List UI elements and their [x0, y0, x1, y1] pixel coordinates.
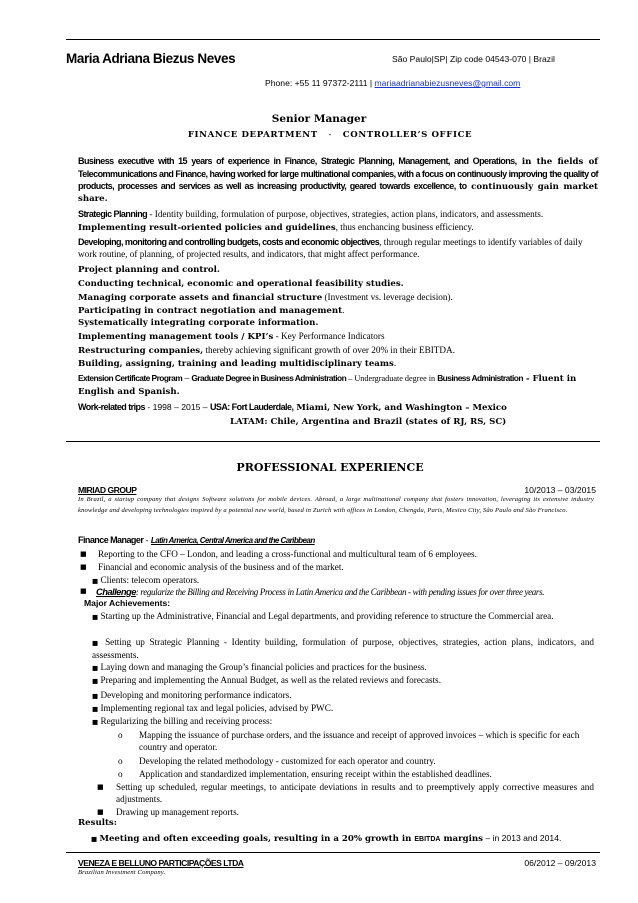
department-right: CONTROLLER’S OFFICE	[342, 130, 473, 140]
square-bullet-icon: ■	[97, 808, 104, 816]
summary-item	[78, 358, 598, 371]
trips-years: - 1998 – 2015 –	[144, 402, 210, 412]
sub-item: Mapping the issuance of purchase orders, and the issuance and receipt of approved invoices – which is specific for each country and operator.	[139, 730, 580, 752]
top-rule	[66, 39, 600, 40]
circle-bullet-icon: o	[118, 730, 123, 740]
email-link[interactable]: mariaadrianabiezusneves@gmail.com	[374, 78, 521, 88]
position-dash: -	[143, 535, 151, 545]
circle-bullet-icon: o	[118, 769, 123, 779]
achievement-item	[92, 637, 594, 662]
job-description: Brazilian Investment Company.	[78, 869, 166, 876]
edu-sep: –	[182, 373, 192, 383]
results-heading: Results:	[78, 818, 117, 828]
summary-item	[78, 305, 598, 318]
sp-text: - Identity building, formulation of purpose, objectives, strategies, action plans, indicators, and assessments.	[147, 209, 544, 219]
budget-label: Developing, monitoring and controlling budgets, costs and economic objectives	[78, 237, 380, 247]
job-dates: 10/2013 – 03/2015	[524, 485, 596, 495]
achievement-text: Preparing and implementing the Annual Budget, as well as the related reviews and forecasts.	[100, 675, 442, 685]
square-bullet-icon: ■	[80, 550, 87, 558]
trips-cities: Miami, New York, and Washington – Mexico	[293, 403, 507, 413]
achievement-text: Laying down and managing the Group’s financial policies and practices for the business.	[100, 662, 427, 672]
bullet-icon: ■	[92, 692, 99, 700]
result-oriented: Implementing result-oriented policies and guidelines	[78, 223, 336, 233]
phone: Phone: +55 11 97372-2111 |	[265, 78, 373, 88]
intro-part-c: Telecommunications and Finance, having worked for large multinational companies, with a focus on continuously improving	[78, 168, 548, 179]
achievement-item	[92, 611, 594, 624]
summary-intro	[78, 156, 598, 206]
achievement-text: Setting up Strategic Planning - Identity building, formulation of purpose, objectives, strategies, action plans, indicators, and assessments.	[92, 637, 595, 660]
bullet-icon: ■	[92, 639, 101, 647]
intro-part-e: continuously gain market share.	[78, 181, 599, 205]
bullet-icon: ■	[92, 677, 99, 685]
sub-item: Application and standardized implementation, ensuring receipt within the established deadlines.	[139, 769, 492, 779]
edu-extension: Extension Certificate Program	[78, 373, 183, 383]
trips-usa: USA: Fort Lauderdale,	[209, 402, 294, 412]
bullet-icon: ■	[92, 718, 99, 726]
result-margins: margins	[440, 834, 483, 844]
section-rule	[66, 441, 600, 442]
job-company: VENEZA E BELLUNO PARTICIPAÇÕES LTDA	[78, 858, 244, 868]
summary-item: Systematically integrating corporate information.	[78, 318, 319, 328]
result-line	[91, 833, 561, 846]
contact-line	[265, 78, 520, 88]
bullet-text: Reporting to the CFO – London, and leading a cross-functional and multicultural team of 6 employees.	[98, 549, 477, 559]
job-description: In Brazil, a startup company that designs Software solutions for mobile devices. Abroad, a large multinational company that fosters innovation, leveraging its extensive industry knowledge and developing technologies inspired by a potential new world, based in Zurich with offices in London, Chengdu, Paris, Mexico City, São Paulo and São Francisco.	[78, 496, 594, 514]
clients-text: Clients: telecom operators.	[100, 575, 200, 585]
trips-line	[78, 402, 598, 415]
department-dash: -	[328, 130, 333, 140]
summary-item	[78, 292, 598, 305]
challenge-label: Challenge	[96, 586, 136, 597]
summary-item	[78, 345, 598, 358]
restructuring-tail: thereby achieving significant growth of over 20% in their EBITDA.	[203, 345, 455, 355]
bullet-icon: ■	[92, 577, 99, 585]
trips-label: Work-related trips	[78, 402, 145, 412]
strategic-planning-line	[78, 209, 598, 221]
achievement-text: Implementing regional tax and legal policies, advised by PWC.	[100, 703, 334, 713]
circle-bullet-icon: o	[118, 756, 123, 766]
assets-tail: (Investment vs. leverage decision).	[322, 292, 453, 302]
section-heading: PROFESSIONAL EXPERIENCE	[236, 461, 424, 474]
edu-graduate: Graduate Degree in Business Administration	[191, 373, 347, 383]
education-line	[78, 373, 598, 399]
edu-admin: Business Administration	[437, 373, 523, 383]
role-title: Senior Manager	[271, 113, 367, 125]
achievement-item	[92, 690, 292, 703]
achievement-item	[92, 703, 333, 716]
achievement-item	[92, 716, 272, 729]
bullet-text: Financial and economic analysis of the business and of the market.	[98, 562, 344, 572]
kpi-tail: - Key Performance Indicators	[273, 331, 385, 341]
intro-part-d: the quality of products, processes and services as well as increasing productivity, geared towards excellence, to	[78, 168, 598, 191]
result-oriented-line	[78, 222, 598, 235]
assets-label: Managing corporate assets and financial structure	[78, 293, 323, 303]
restructuring-label: Restructuring companies,	[78, 346, 204, 356]
department-left: FINANCE DEPARTMENT	[187, 130, 318, 140]
result-years: – in 2013 and 2014.	[483, 833, 562, 843]
candidate-name: Maria Adriana Biezus Neves	[66, 51, 236, 66]
square-bullet-icon: ■	[80, 563, 87, 571]
intro-part-a: Business executive with 15 years of experience in Finance, Strategic Planning, Management, and Operations,	[78, 156, 517, 166]
contract-tail: .	[342, 305, 345, 315]
summary-item: Project planning and control.	[78, 265, 220, 275]
achievement-item	[92, 675, 441, 688]
position-region: Latin America, Central America and the Caribbean	[150, 536, 315, 545]
position-label: Finance Manager	[78, 535, 144, 545]
achievement-text: Starting up the Administrative, Financial and Legal departments, and providing reference to structure the Commercial area.	[100, 611, 554, 621]
achievement-item	[92, 662, 427, 675]
teams-label: Building, assigning, training and leading multidisciplinary teams	[78, 359, 394, 369]
achievement-text: Regularizing the billing and receiving process:	[100, 716, 273, 726]
sp-label: Strategic Planning	[78, 209, 148, 219]
edu-languages: - Fluent in English and Spanish.	[78, 374, 577, 397]
result-text: Meeting and often exceeding goals, resulting in a 20% growth in	[99, 834, 415, 844]
teams-tail: .	[393, 358, 397, 368]
management-item: Setting up scheduled, regular meetings, to anticipate deviations in results and to preemptively apply corrective measures and adjustments.	[116, 782, 594, 804]
result-ebitda: EBITDA	[414, 836, 441, 843]
bullet-icon: ■	[91, 835, 98, 843]
budget-line	[78, 237, 598, 261]
job-company: MIRIAD GROUP	[78, 485, 137, 495]
challenge-line	[96, 586, 544, 599]
budget-text: , through regular meetings to identify variables of daily work routine, of planning, of projected results, and indicators, that might affect performance.	[78, 237, 583, 259]
square-bullet-icon: ■	[97, 783, 104, 791]
summary-item	[78, 331, 598, 344]
result-oriented-tail: , thus enchancing business efficiency.	[335, 222, 474, 232]
trips-latam: LATAM: Chile, Argentina and Brazil (states of RJ, RS, SC)	[230, 417, 507, 427]
kpi-label: Implementing management tools / KPI’s	[78, 332, 274, 342]
bullet-icon: ■	[92, 705, 99, 713]
department-line	[0, 130, 638, 140]
management-item: Drawing up management reports.	[116, 807, 239, 817]
achievement-text: Developing and monitoring performance indicators.	[100, 690, 292, 700]
job-dates: 06/2012 – 09/2013	[524, 858, 596, 868]
summary-item: Conducting technical, economic and operational feasibility studies.	[78, 279, 404, 289]
square-bullet-icon: ■	[80, 587, 87, 595]
achievements-heading: Major Achievements:	[84, 598, 171, 608]
edu-undergrad: – Undergraduate degree in	[346, 374, 438, 383]
sub-item: Developing the related methodology - customized for each operator and country.	[139, 756, 436, 766]
contract-label: Participating in contract negotiation and management	[78, 306, 343, 316]
position-line	[78, 535, 315, 547]
challenge-text: : regularize the Billing and Receiving Process in Latin America and the Caribbean - with pending issues for over three years.	[135, 587, 545, 597]
section-rule	[66, 852, 600, 853]
bullet-icon: ■	[92, 613, 99, 621]
intro-part-b: in the fields of	[516, 157, 598, 167]
bullet-icon: ■	[92, 664, 99, 672]
address: São Paulo|SP| Zip code 04543-070 | Brazil	[392, 54, 555, 64]
